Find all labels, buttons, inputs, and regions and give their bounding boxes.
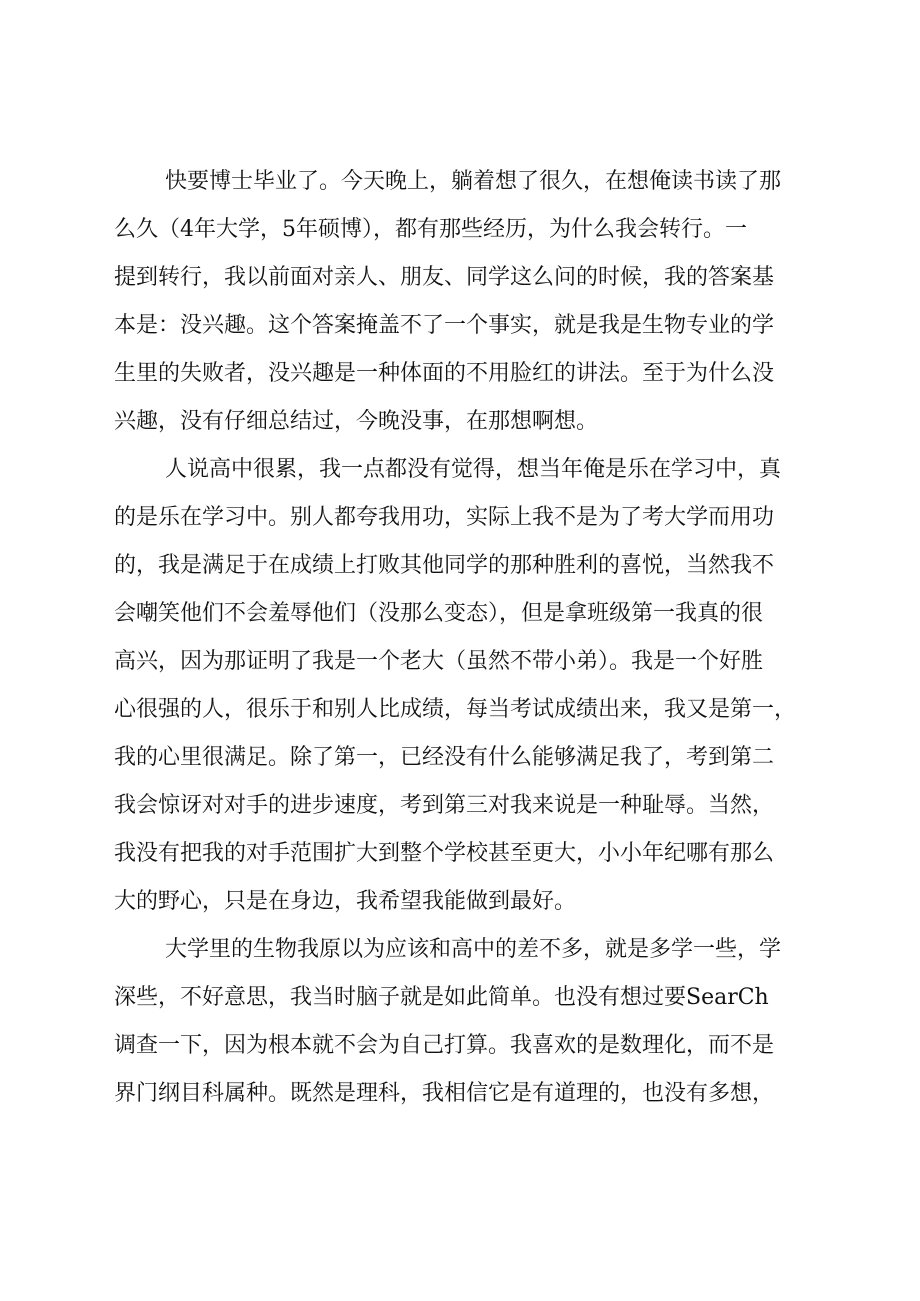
text-line: 兴趣，没有仔细总结过，今晚没事，在那想啊想。 bbox=[114, 409, 599, 434]
text-line: 调查一下，因为根本就不会为自己打算。我喜欢的是数理化，而不是 bbox=[114, 1033, 775, 1058]
text-line: 会嘲笑他们不会羞辱他们（没那么变态），但是拿班级第一我真的很 bbox=[114, 601, 764, 626]
text-line: 本是：没兴趣。这个答案掩盖不了一个事实，就是我是生物专业的学 bbox=[114, 313, 775, 338]
text-line: 深些，不好意思，我当时脑子就是如此简单。也没有想过要SearCh bbox=[114, 985, 769, 1010]
paragraph-1 bbox=[114, 158, 814, 446]
text-line: 提到转行，我以前面对亲人、朋友、同学这么问的时候，我的答案基 bbox=[114, 265, 775, 290]
text-line: 的是乐在学习中。别人都夸我用功，实际上我不是为了考大学而用功 bbox=[114, 505, 775, 530]
paragraph-2 bbox=[114, 446, 814, 926]
text-line: 么久（4年大学，5年硕博），都有那些经历，为什么我会转行。一 bbox=[114, 217, 747, 242]
text-line: 的，我是满足于在成绩上打败其他同学的那种胜利的喜悦，当然我不 bbox=[114, 553, 775, 578]
text-line: 界门纲目科属种。既然是理科，我相信它是有道理的，也没有多想， bbox=[114, 1081, 775, 1106]
text-line: 我会惊讶对对手的进步速度，考到第三对我来说是一种耻辱。当然， bbox=[114, 793, 775, 818]
text-line: 快要博士毕业了。今天晚上，躺着想了很久，在想俺读书读了那 bbox=[165, 169, 782, 194]
text-line: 我没有把我的对手范围扩大到整个学校甚至更大，小小年纪哪有那么 bbox=[114, 841, 775, 866]
paragraph-3 bbox=[114, 926, 814, 1118]
document-body bbox=[114, 158, 814, 1118]
text-line: 生里的失败者，没兴趣是一种体面的不用脸红的讲法。至于为什么没 bbox=[114, 361, 775, 386]
text-line: 大的野心，只是在身边，我希望我能做到最好。 bbox=[114, 889, 577, 914]
text-line: 心很强的人，很乐于和别人比成绩，每当考试成绩出来，我又是第一， bbox=[114, 697, 797, 722]
text-line: 高兴，因为那证明了我是一个老大（虽然不带小弟）。我是一个好胜 bbox=[114, 649, 764, 674]
text-line: 人说高中很累，我一点都没有觉得，想当年俺是乐在学习中，真 bbox=[165, 457, 782, 482]
text-line: 我的心里很满足。除了第一，已经没有什么能够满足我了，考到第二 bbox=[114, 745, 775, 770]
text-line: 大学里的生物我原以为应该和高中的差不多，就是多学一些，学 bbox=[165, 937, 782, 962]
